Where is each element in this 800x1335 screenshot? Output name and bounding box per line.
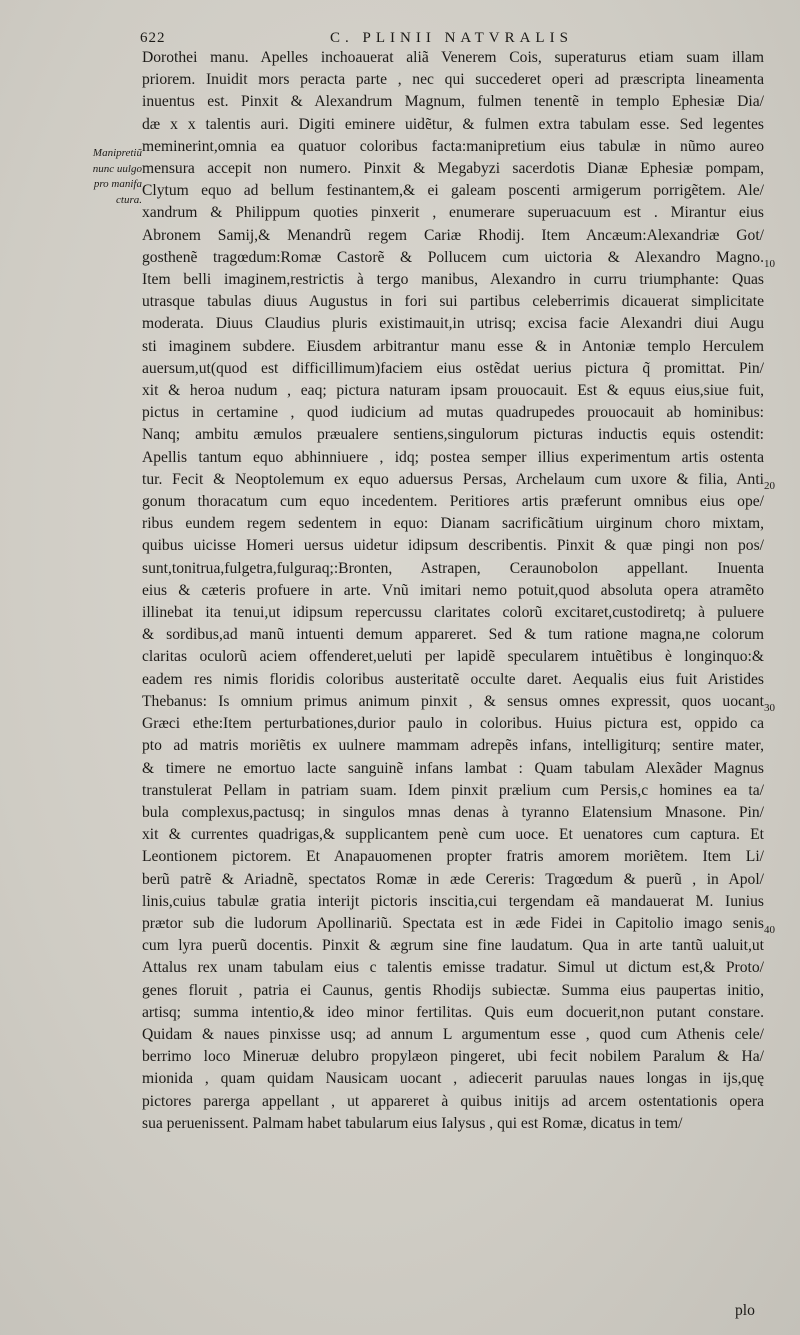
text-line: berũ patrẽ & Ariadnẽ, spectatos Romæ in æde Cereris: Tragœdum & puerũ , in Apol/ (142, 870, 764, 888)
line-number-marker: 10 (764, 258, 775, 270)
marginal-note (58, 146, 142, 208)
text-line: mionida , quam quidam Nausicam uocant , adiecerit paruulas naues longas in ijs,quę (142, 1070, 764, 1088)
marginal-note-line: Manipretiũ (92, 147, 142, 159)
text-line: Item belli imaginem,restrictis à tergo manibus, Alexandro in curru triumphante: Quas (142, 271, 764, 289)
text-line: auersum,ut(quod est difficillimum)faciem eius ostẽdat uerius pictura q̃ promittat. Pin/ (142, 359, 764, 377)
text-line: Quidam & naues pinxisse usq; ad annum L argumentum esse , quod cum Athenis cele/ (142, 1025, 764, 1043)
text-line: pto ad matris moriẽtis ex uulnere mammam adrepẽs infans, intelligiturq; sentire mater, (142, 737, 764, 755)
text-line: priorem. Inuidit mors peracta parte , nec qui succederet operi ad præscripta lineamenta (142, 71, 764, 89)
text-line: ribus eundem regem sedentem in equo: Dianam sacrificãtium uirginum choro mixtam, (142, 515, 764, 533)
text-line: xit & currentes quadrigas,& supplicantem penè cum uoce. Et uenatores cum captura. Et (142, 826, 764, 844)
marginal-note-line: nunc uulgo (92, 162, 142, 175)
text-line: Leontionem pictorem. Et Anapauomenen propter fratris amorem moriẽtem. Item Li/ (142, 848, 764, 866)
text-line: xit & heroa nudum , eaq; pictura naturam ipsam prouocauit. Est & equus eius,siue fuit, (142, 382, 764, 400)
text-line: transtulerat Pellam in patriam suam. Idem pinxit prælium cum Persis,c homines ea ta/ (142, 781, 764, 799)
text-line: & timere ne emortuo lacte sanguinẽ infans lambat : Quam tabulam Alexãder Magnus (142, 759, 764, 777)
text-line: xandrum & Philippum quoties pinxerit , enumerare superuacuum est . Mirantur eius (142, 204, 764, 222)
line-number-marker: 30 (764, 702, 775, 714)
text-line: artisq; summa intentio,& ideo minor fertilitas. Quis eum docuerit,non putant constare. (142, 1003, 764, 1021)
text-line: Nanq; ambitu æmulos præualere sentiens,singulorum picturas inductis equis ostendit: (142, 426, 764, 444)
text-line: sti imaginem subdere. Eiusdem arbitrantur manu esse & in Antoniæ templo Herculem (142, 337, 764, 355)
marginal-note-line: ctura. (116, 193, 142, 206)
text-line: meminerint,omnia ea quatuor coloribus facta:manipretium eius tabulæ in nũmo aureo (142, 137, 764, 155)
text-line: dæ x x talentis auri. Digiti eminere uidẽtur, & fulmen extra tabulam esse. Sed legentes (142, 115, 764, 133)
text-line: Græci ethe:Item perturbationes,durior paulo in coloribus. Huius pictura est, oppido ca (142, 715, 764, 733)
text-line: bula complexus,pactusq; in singulos mnas denas à tyranno Elatensium Mnasone. Pin/ (142, 803, 764, 821)
text-line: Dorothei manu. Apelles inchoauerat aliã Venerem Cois, superaturus etiam suam illam (142, 49, 764, 66)
text-line: genes floruit , patria ei Caunus, gentis Rhodijs subiectæ. Summa eius paupertas initio, (142, 981, 764, 999)
text-line: utrasque tabulas diuus Augustus in fori sui partibus celeberrimis dicauerat simplicitate (142, 293, 764, 311)
catchword: plo (735, 1302, 755, 1319)
text-line: Abronem Samij,& Menandrũ regem Cariæ Rhodij. Item Ancæum:Alexandriæ Got/ (142, 226, 764, 244)
text-line: illinebat ita tenui,ut idipsum repercussu claritates colorũ excitaret,custodiretq; à puluere (142, 604, 764, 622)
line-number-marker: 40 (764, 924, 775, 936)
text-line: linis,cuius tabulæ gratia interijt pictoris inscitia,cui tergendam eã mandauerat M. Iunius (142, 892, 764, 910)
text-line: inuentus est. Pinxit & Alexandrum Magnum, fulmen tenentẽ in templo Ephesiæ Dia/ (142, 93, 764, 111)
text-line: berrimo loco Mineruæ delubro propylæon pingeret, ubi fecit nobilem Paralum & Ha/ (142, 1048, 764, 1066)
text-line: pictus in certamine , quod iudicium ad mutas quadrupedes prouocauit ab hominibus: (142, 404, 764, 422)
text-line: gosthenẽ tragœdum:Romæ Castorẽ & Pollucem cum uictoria & Alexandro Magno. (142, 248, 764, 266)
text-line: mensura accepit non numero. Pinxit & Megabyzi sacerdotis Dianæ Ephesiæ pompam, (142, 160, 764, 178)
page-number: 622 (140, 30, 166, 46)
text-line: claritas oculorũ aciem offenderet,ueluti per lapidẽ specularem intuẽtibus è longinquo:& (142, 648, 764, 666)
line-number-marker: 20 (764, 480, 775, 492)
text-line: prætor sub die ludorum Apollinariũ. Spectata est in æde Fidei in Capitolio imago senis (142, 914, 764, 932)
text-line: moderata. Diuus Claudius pluris existimauit,in utrisq; excisa facie Alexandri diui Augu (142, 315, 764, 333)
text-line: Apellis tantum equo abhinniuere , idq; postea semper illius experimentum artis ostenta (142, 448, 764, 466)
text-line: sua peruenissent. Palmam habet tabularum eius Ialysus , qui est Romæ, dicatus in tem/ (142, 1114, 683, 1132)
text-line: sunt,tonitrua,fulgetra,fulguraq;:Bronten, Astrapen, Ceraunobolon appellant. Inuenta (142, 559, 764, 577)
marginal-note-line: pro manifa (93, 178, 142, 190)
text-line: quibus uicisse Homeri uersus uidetur idipsum describentis. Pinxit & quæ pingi non pos/ (142, 537, 764, 555)
text-line: tur. Fecit & Neoptolemum ex equo aduersus Persas, Archelaum cum uxore & filia, Anti (142, 470, 764, 488)
text-line: Attalus rex unam tabulam eius c talentis emisse tradatur. Simul ut dictum est,& Proto/ (142, 959, 764, 977)
text-line: Clytum equo ad bellum festinantem,& ei galeam poscenti armigerum porrigẽtem. Ale/ (142, 182, 764, 200)
text-line: gonum thoracatum cum equo incedentem. Peritiores artis præferunt omnibus eius ope/ (142, 493, 764, 511)
text-line: cum lyra puerũ docentis. Pinxit & ægrum sine fine laudatum. Qua in arte tantũ ualuit,ut (142, 937, 764, 955)
text-line: eius & cæteris profuere in arte. Vnũ imitari nemo potuit,quod absoluta opera atramẽto (142, 581, 764, 599)
text-line: eadem res nimis floridis coloribus austeritatẽ occulte daret. Aequalis eius fuit Aristides (142, 670, 764, 688)
text-line: pictores parerga appellant , ut appareret à quibus initijs ad arcem ostentationis opera (142, 1092, 764, 1110)
text-line: Thebanus: Is omnium primus animum pinxit , & sensus omnes expressit, quos uocant (142, 692, 764, 710)
running-head: C. PLINII NATVRALIS (330, 30, 573, 46)
main-text-column (142, 47, 764, 1135)
text-line: & sordibus,ad manũ intuenti demum appareret. Sed & tum ratione magna,ne colorum (142, 626, 764, 644)
